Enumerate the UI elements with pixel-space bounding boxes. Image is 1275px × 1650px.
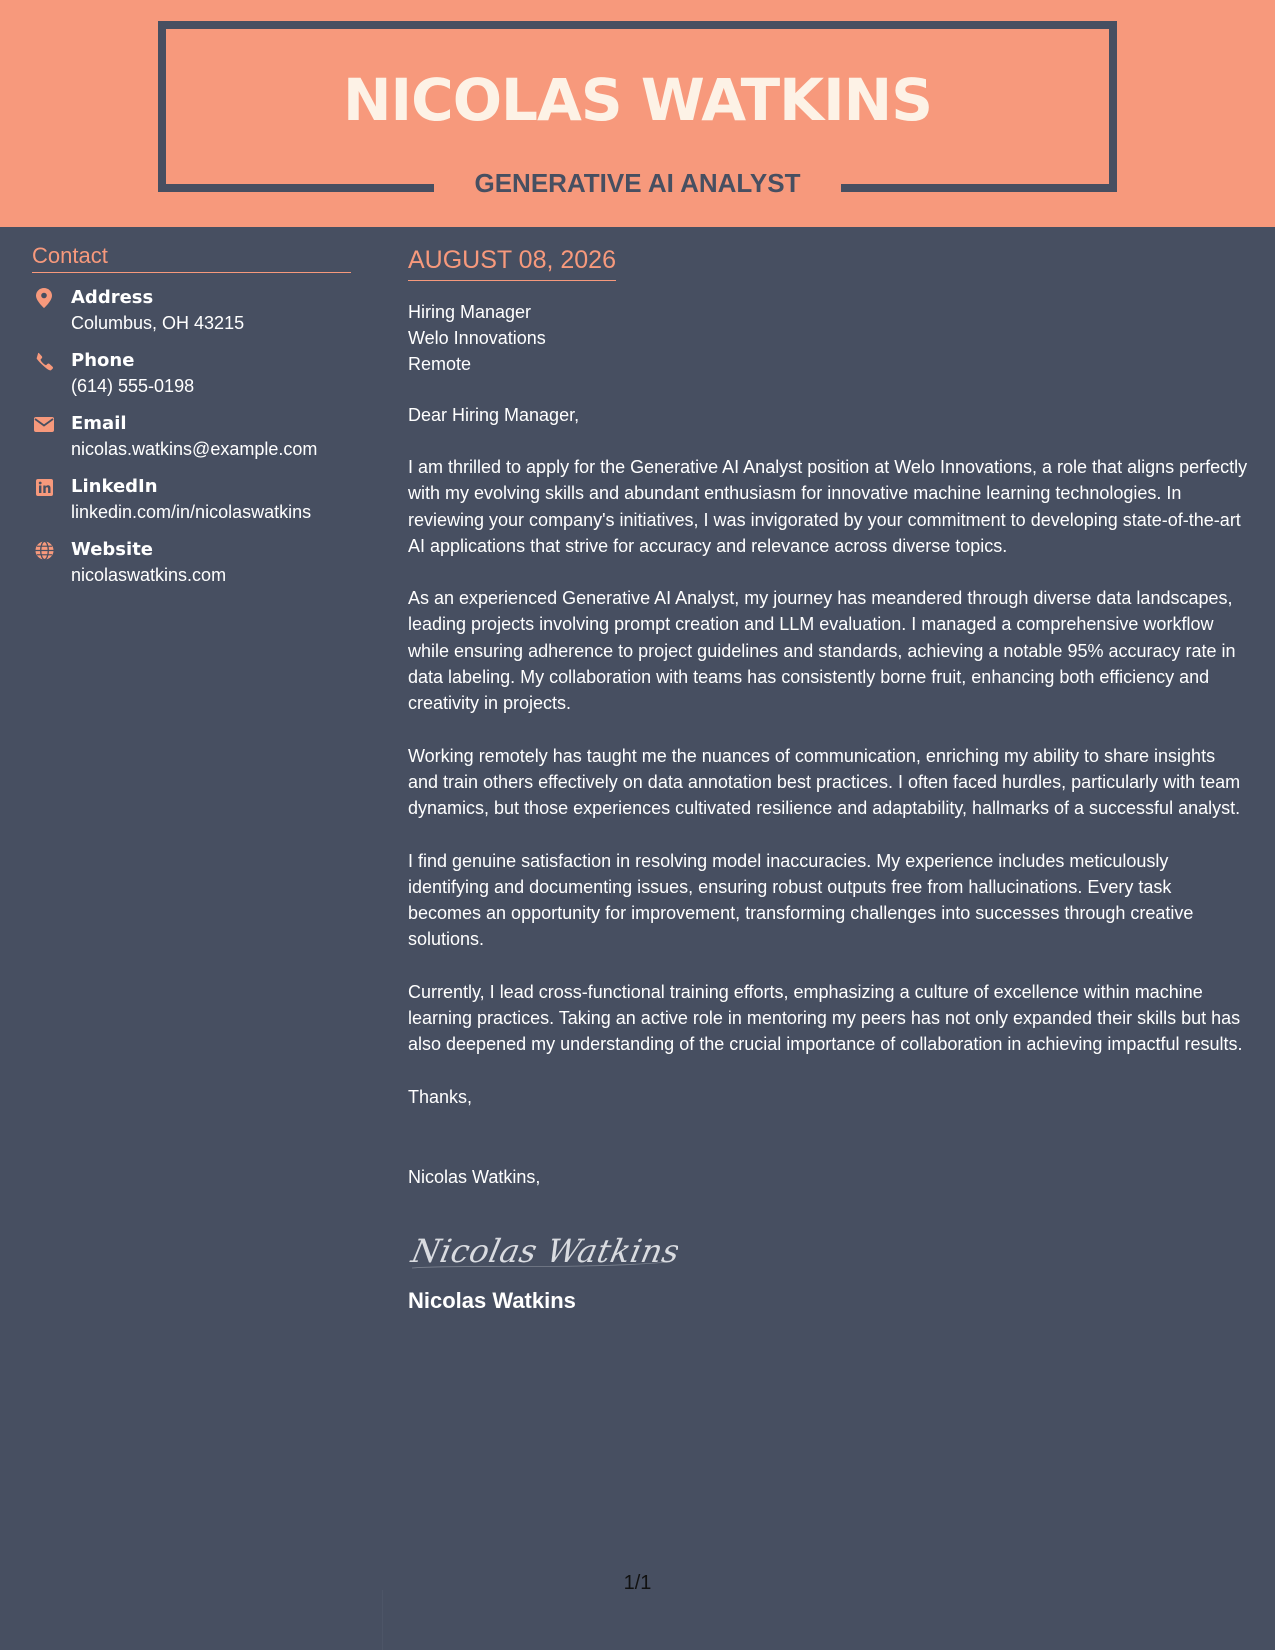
column-divider: [382, 1590, 383, 1650]
paragraph: I find genuine satisfaction in resolving model inaccuracies. My experience includes meticulously identifying and documenting issues, ensuring robust outputs free from hallucinations. Every task becomes an opportunity for improvement, transforming challenges into successes through creative solutions.: [408, 850, 1194, 950]
recipient-line: Hiring Manager: [408, 302, 532, 322]
contact-item-website: [32, 536, 352, 599]
letter-body: [408, 244, 1248, 1316]
salutation: Dear Hiring Manager,: [408, 405, 580, 425]
letter-date: AUGUST 08, 2026: [408, 244, 616, 281]
contact-value: nicolaswatkins.com: [71, 565, 227, 585]
envelope-icon: [34, 414, 54, 434]
contact-label: Phone: [71, 350, 135, 371]
svg-text:Nicolas Watkins: Nicolas Watkins: [408, 1231, 678, 1270]
handwritten-signature: [408, 1224, 1248, 1274]
closing: Thanks,: [408, 1086, 473, 1107]
contact-value: linkedin.com/in/nicolaswatkins: [71, 502, 312, 522]
page-number: 1/1: [623, 1572, 652, 1594]
contact-label: LinkedIn: [71, 476, 158, 497]
contact-heading: Contact: [32, 242, 351, 273]
paragraph: Working remotely has taught me the nuances of communication, enriching my ability to share insights and train others effectively on data annotation best practices. I often faced hurdles, particularly with team dynamics, but those experiences cultivated resilience and adaptability, hallmarks of a successful analyst.: [408, 745, 1241, 819]
contact-label: Website: [71, 539, 154, 560]
signed-name: Nicolas Watkins: [408, 1287, 576, 1313]
contact-list: [32, 284, 352, 599]
paragraph: Currently, I lead cross-functional training efforts, emphasizing a culture of excellence within machine learning practices. Taking an active role in mentoring my peers has not only expanded their skills but has also deepened my understanding of the crucial importance of collaboration in achieving impactful results.: [408, 981, 1243, 1055]
recipient-line: Welo Innovations: [408, 328, 546, 348]
applicant-name: NICOLAS WATKINS: [343, 66, 932, 134]
contact-item-address: [32, 284, 352, 347]
linkedin-icon: [34, 477, 54, 497]
map-pin-icon: [34, 288, 54, 308]
contact-item-email: [32, 410, 352, 473]
header-banner: [0, 0, 1275, 227]
contact-label: Address: [71, 287, 154, 308]
contact-value: nicolas.watkins@example.com: [71, 439, 318, 459]
contact-value: Columbus, OH 43215: [71, 313, 245, 333]
recipient-line: Remote: [408, 354, 472, 374]
contact-value: (614) 555-0198: [71, 376, 195, 396]
signoff-name: Nicolas Watkins,: [408, 1166, 541, 1187]
paragraph: As an experienced Generative AI Analyst, my journey has meandered through diverse data landscapes, leading projects involving prompt creation and LLM evaluation. I managed a comprehensive workflow while ensuring adherence to project guidelines and standards, achieving a notable 95% accuracy rate in data labeling. My collaboration with teams has consistently borne fruit, enhancing both efficiency and creativity in projects.: [408, 588, 1236, 714]
recipient-block: [408, 299, 1248, 377]
job-title: GENERATIVE AI ANALYST: [474, 168, 801, 198]
contact-label: Email: [71, 413, 127, 434]
contact-item-phone: [32, 347, 352, 410]
contact-item-linkedin: [32, 473, 352, 536]
paragraph: I am thrilled to apply for the Generative AI Analyst position at Welo Innovations, a role that aligns perfectly with my evolving skills and abundant enthusiasm for innovative machine learning technologies. In reviewing your company's initiatives, I was invigorated by your commitment to developing state-of-the-art AI applications that strive for accuracy and relevance across diverse topics.: [408, 457, 1248, 556]
phone-icon: [34, 351, 54, 371]
globe-icon: [34, 540, 54, 560]
